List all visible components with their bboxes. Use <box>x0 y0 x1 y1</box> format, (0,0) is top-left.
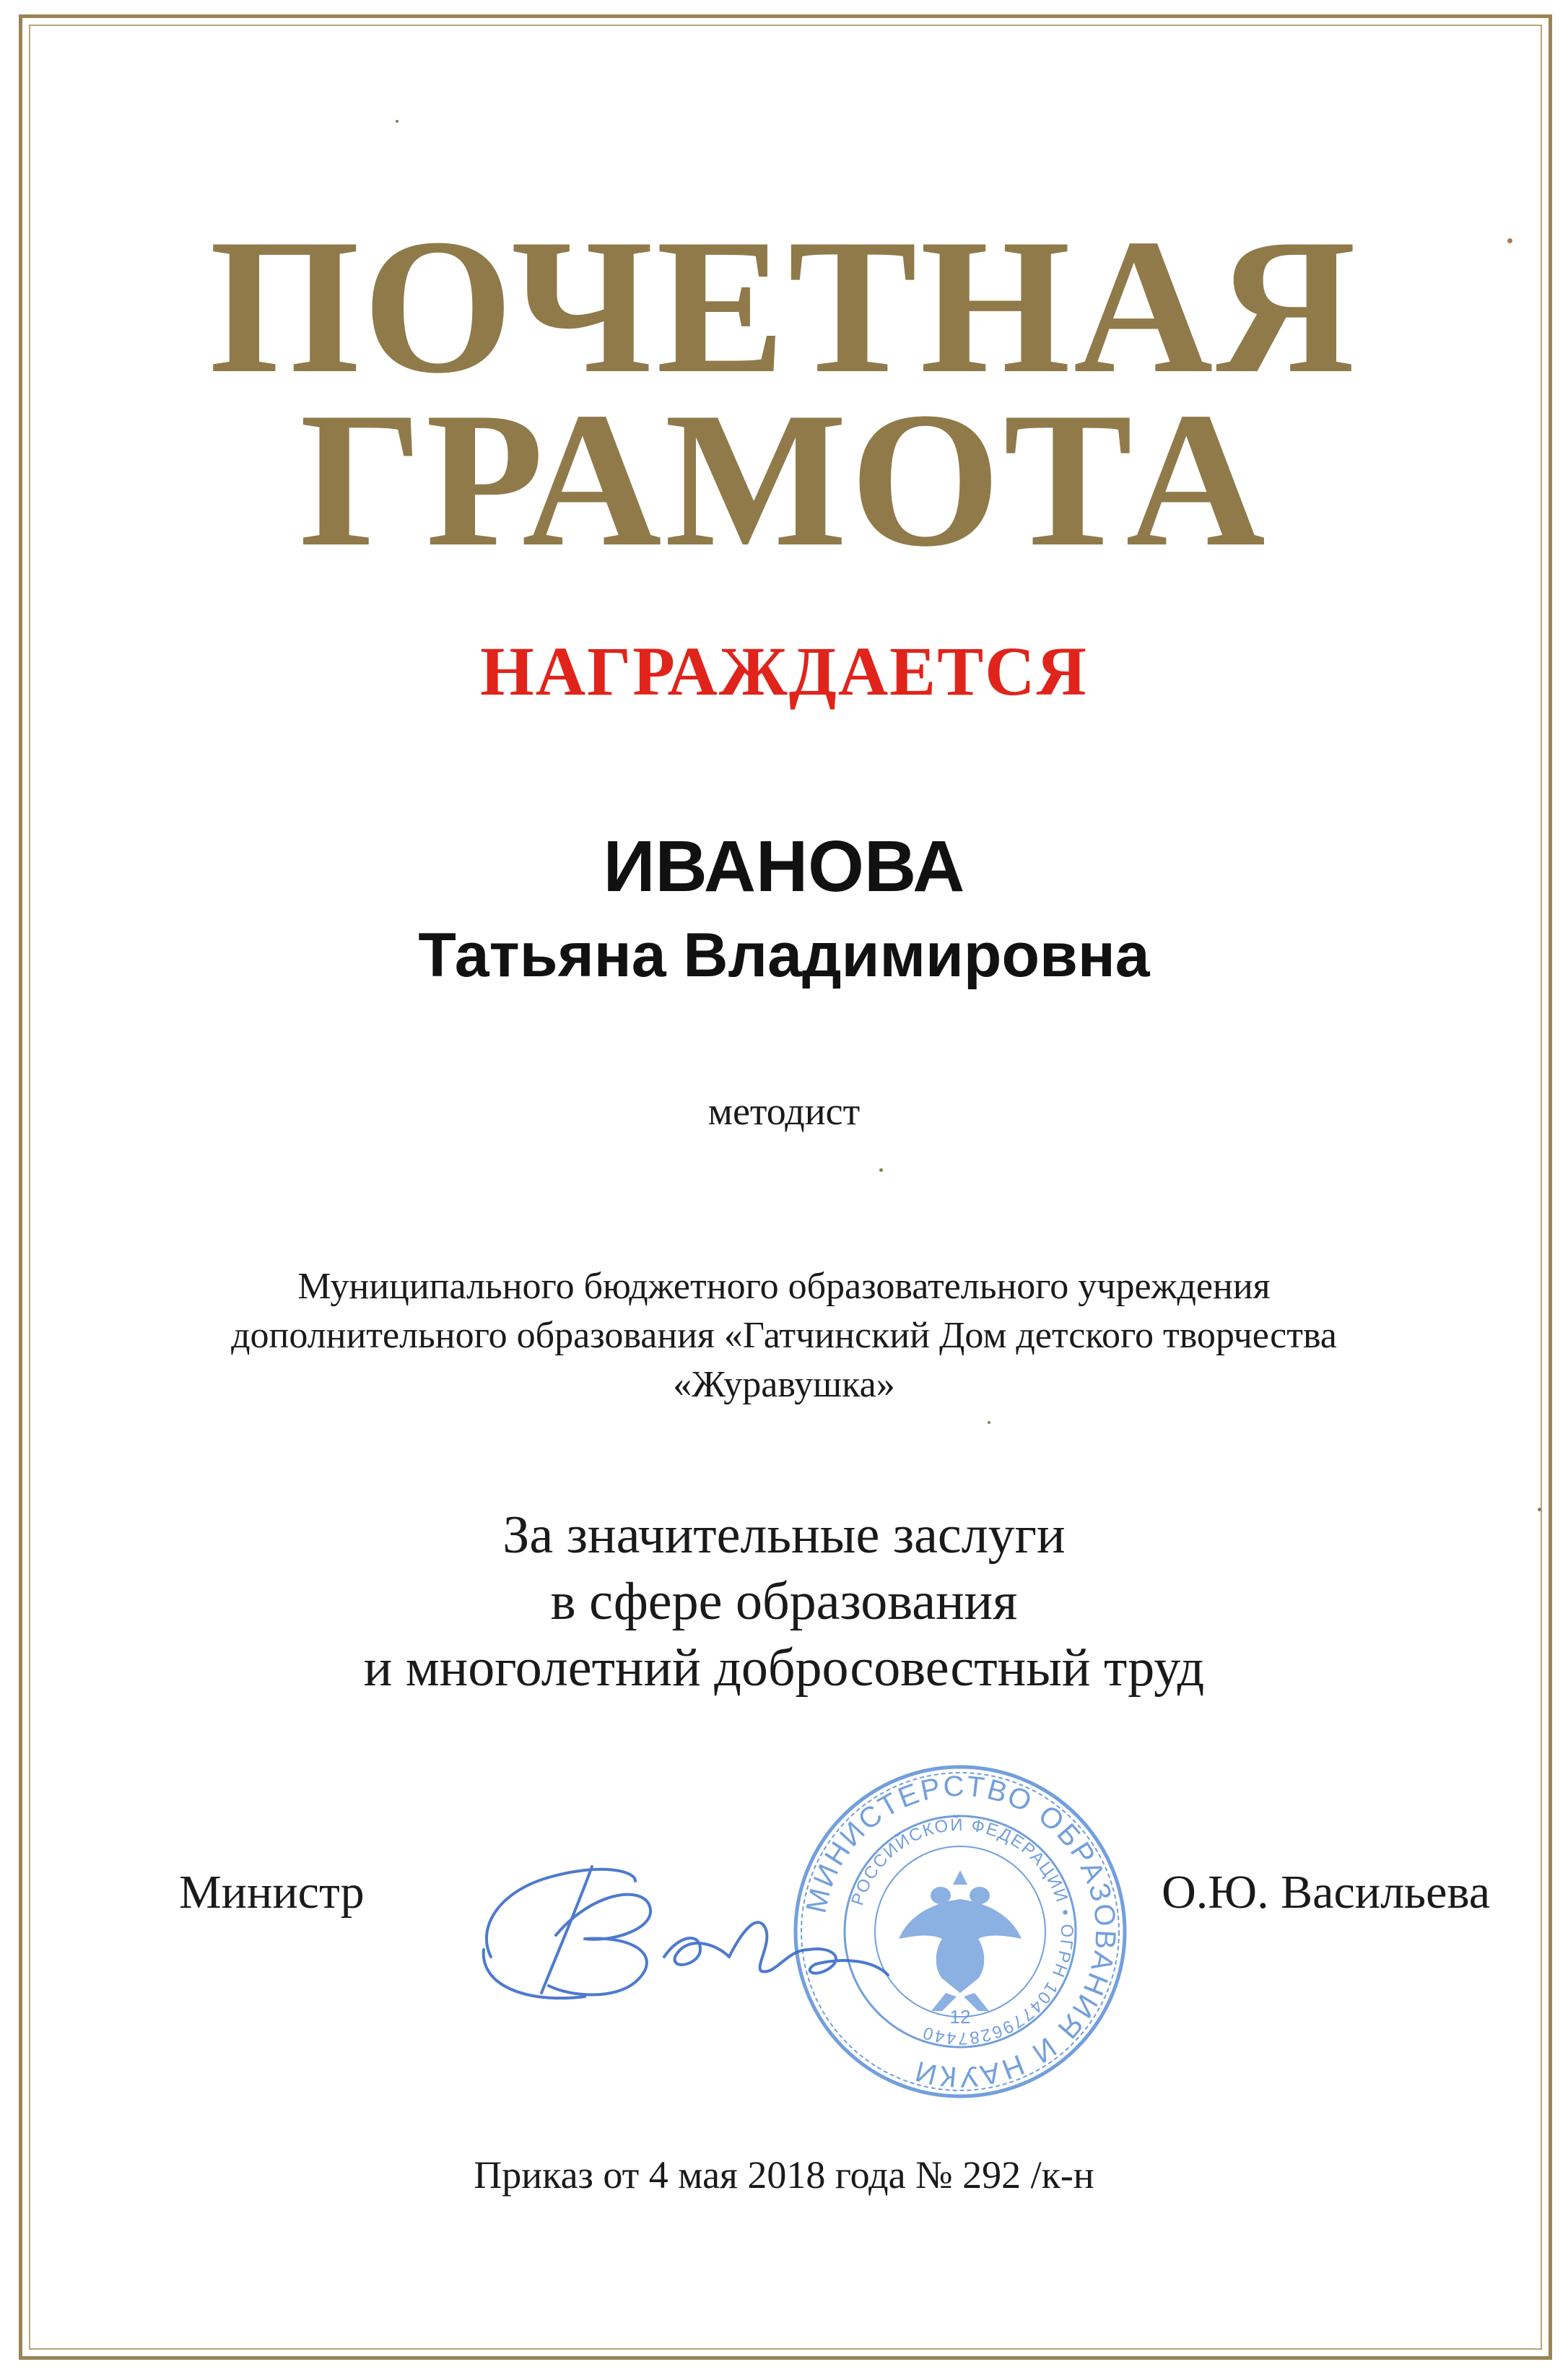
organization-line: «Журавушка» <box>673 1364 895 1405</box>
certificate-title-line-2: ГРАМОТА <box>300 372 1268 586</box>
svg-text:12: 12 <box>949 2006 971 2028</box>
merit-line: За значительные заслуги <box>502 1506 1066 1565</box>
scan-speck <box>396 120 398 123</box>
organization-line: дополнительного образования «Гатчинский Дом детского творчества <box>231 1315 1337 1356</box>
svg-text:РОССИЙСКОЙ ФЕДЕРАЦИИ • ОГРН 10: РОССИЙСКОЙ ФЕДЕРАЦИИ • ОГРН 1047796287440 <box>848 1815 1077 2049</box>
eagle-emblem-icon <box>899 1870 1022 2011</box>
signatory-name: О.Ю. Васильева <box>1162 1866 1490 1919</box>
organization-line: Муниципального бюджетного образовательного учреждения <box>297 1266 1271 1307</box>
organization-block <box>0 1262 1568 1410</box>
scan-speck <box>879 1168 883 1172</box>
recipient-position: методист <box>707 1090 861 1133</box>
scan-speck <box>1507 238 1512 243</box>
recipient-surname: ИВАНОВА <box>603 826 965 907</box>
scan-speck <box>1538 1508 1541 1511</box>
merit-line: в сфере образования <box>550 1572 1018 1631</box>
signatory-title: Министр <box>179 1866 365 1919</box>
scan-speck <box>988 1421 990 1424</box>
certificate-title-line-1: ПОЧЕТНАЯ <box>209 199 1359 413</box>
awarded-heading: НАГРАЖДАЕТСЯ <box>480 633 1088 710</box>
merit-block <box>0 1502 1568 1701</box>
recipient-given-names: Татьяна Владимировна <box>418 921 1150 990</box>
order-reference: Приказ от 4 мая 2018 года № 292 /к-н <box>474 2153 1094 2197</box>
handwritten-signature <box>469 1849 917 2015</box>
svg-text:МИНИСТЕРСТВО ОБРАЗОВАНИЯ И НАУ: МИНИСТЕРСТВО ОБРАЗОВАНИЯ И НАУКИ <box>800 1770 1122 2093</box>
merit-line: и многолетний добросовестный труд <box>363 1638 1205 1698</box>
